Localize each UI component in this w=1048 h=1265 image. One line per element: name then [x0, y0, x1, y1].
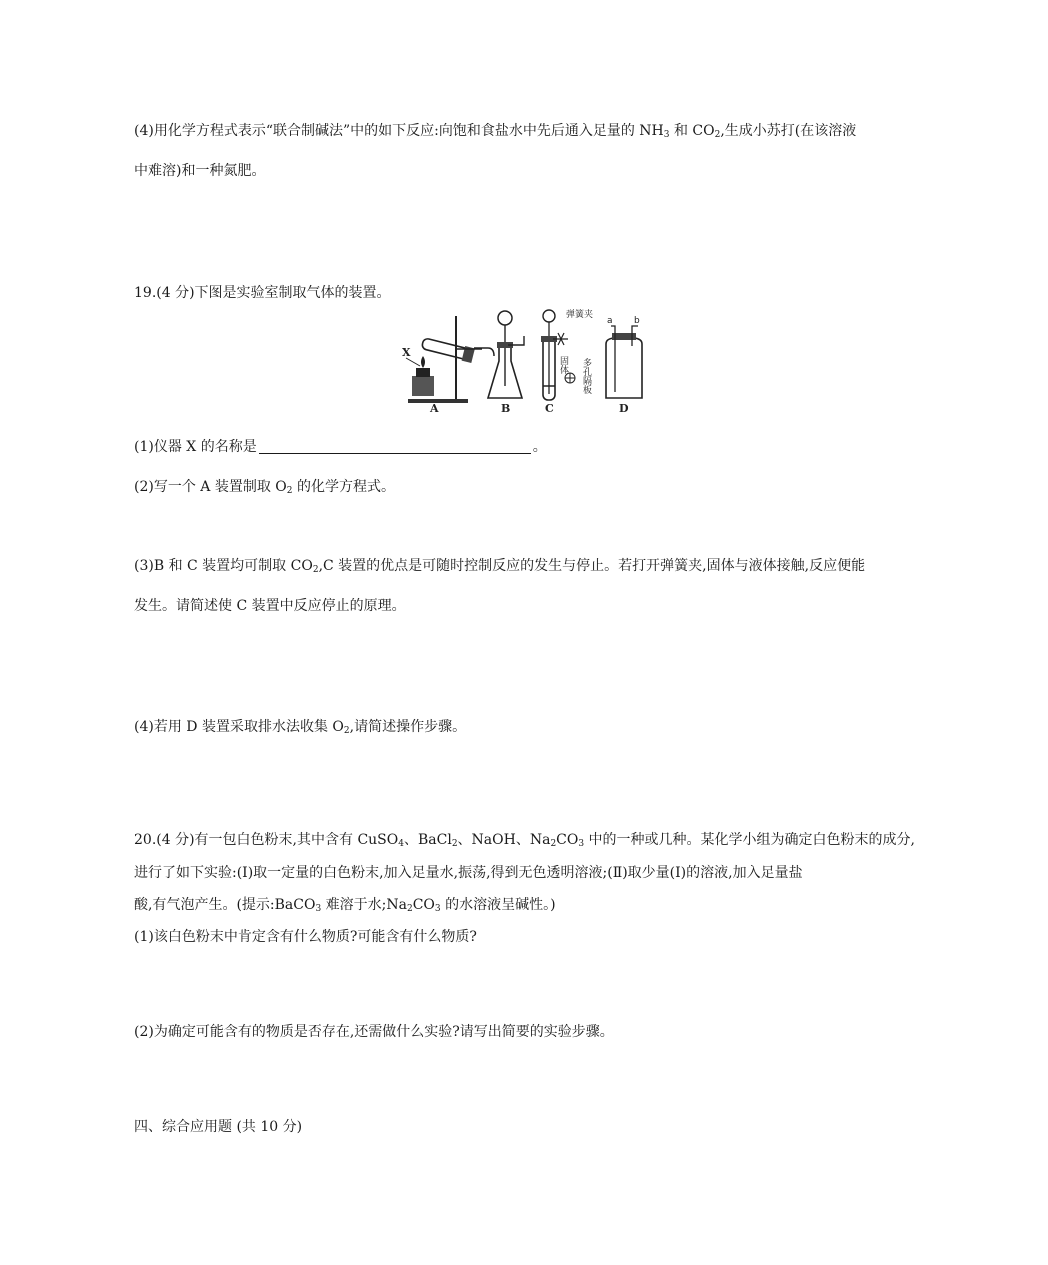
- q18-4-line2: 中难溶)和一种氮肥。: [134, 163, 266, 179]
- q20-l1-sub1: 4: [398, 839, 404, 849]
- q20-l1-a: 20.(4 分)有一包白色粉末,其中含有 CuSO: [134, 832, 399, 848]
- q20-line3: [134, 895, 556, 915]
- label-d-b: b: [634, 316, 640, 326]
- q20-l1-b: 、BaCl: [403, 832, 452, 848]
- q20-l1-e: 中的一种或几种。某化学小组为确定白色粉末的成分,: [584, 832, 916, 848]
- q19-p2-text-b: 的化学方程式。: [292, 479, 395, 495]
- q19-p3-line1: [134, 556, 865, 576]
- q19-p1-end: 。: [532, 439, 547, 455]
- label-solid: 固体: [558, 356, 568, 374]
- q20-l3-sub2: 2: [406, 904, 413, 914]
- q20-p2: (2)为确定可能含有的物质是否存在,还需做什么实验?请写出简要的实验步骤。: [134, 1024, 614, 1040]
- q20-l1-d: CO: [556, 832, 579, 848]
- q20-l1-c: 、NaOH、Na: [457, 832, 551, 848]
- apparatus-a: [402, 316, 494, 415]
- q18-4-line1: [134, 121, 856, 141]
- q19-p1-text: (1)仪器 X 的名称是: [134, 439, 257, 455]
- q20-l3-sub1: 3: [315, 904, 322, 914]
- label-porous-plate: 多孔隔板: [581, 358, 591, 394]
- q18-4-sub1: 3: [663, 130, 670, 140]
- q18-4-sub2: 2: [714, 130, 721, 140]
- lab-apparatus-figure: [400, 306, 650, 416]
- q20-line2: 进行了如下实验:(Ⅰ)取一定量的白色粉末,加入足量水,振荡,得到无色透明溶液;(Ⅱ)取少量(Ⅰ)的溶液,加入足量盐: [134, 865, 803, 881]
- q19-p2: [134, 477, 395, 497]
- q19-p2-sub: 2: [286, 486, 293, 496]
- q19-p3-sub: 2: [312, 565, 319, 575]
- label-c: C: [545, 402, 554, 415]
- answer-blank[interactable]: [259, 439, 531, 454]
- q20-l3-a: 酸,有气泡产生。(提示:BaCO: [134, 897, 316, 913]
- apparatus-c: [541, 308, 593, 415]
- label-a: A: [430, 402, 439, 415]
- label-spring-clip: 弹簧夹: [566, 310, 594, 320]
- q19-p4-text-b: ,请简述操作步骤。: [349, 719, 467, 735]
- q19-p3-text-a: (3)B 和 C 装置均可制取 CO: [134, 558, 313, 574]
- q19-p4: [134, 717, 466, 737]
- q18-4-text-c: ,生成小苏打(在该溶液: [720, 123, 857, 139]
- q20-l3-d: 的水溶液呈碱性。): [440, 897, 556, 913]
- section4-title: 四、综合应用题 (共 10 分): [134, 1119, 303, 1135]
- q19-title: 19.(4 分)下图是实验室制取气体的装置。: [134, 285, 391, 301]
- q20-l1-sub4: 3: [578, 839, 585, 849]
- q19-p4-sub: 2: [343, 726, 350, 736]
- q20-l3-c: CO: [412, 897, 435, 913]
- label-d: D: [619, 402, 629, 415]
- q20-l1-sub2: 2: [451, 839, 458, 849]
- label-x: X: [402, 346, 411, 359]
- q20-l3-b: 难溶于水;Na: [321, 897, 407, 913]
- q19-p4-text-a: (4)若用 D 装置采取排水法收集 O: [134, 719, 344, 735]
- apparatus-d: [606, 316, 642, 415]
- q20-line1: [134, 830, 915, 850]
- q18-4-text-b: 和 CO: [669, 123, 715, 139]
- q19-p3-line2: 发生。请简述使 C 装置中反应停止的原理。: [134, 598, 406, 614]
- label-b: B: [501, 402, 511, 415]
- q19-p2-text-a: (2)写一个 A 装置制取 O: [134, 479, 287, 495]
- q20-l3-sub3: 3: [434, 904, 441, 914]
- label-d-a: a: [607, 316, 613, 326]
- apparatus-b: [488, 311, 524, 415]
- q19-p3-text-b: ,C 装置的优点是可随时控制反应的发生与停止。若打开弹簧夹,固体与液体接触,反应便能: [318, 558, 866, 574]
- q20-p1: (1)该白色粉末中肯定含有什么物质?可能含有什么物质?: [134, 929, 477, 945]
- q19-p1: [134, 437, 547, 457]
- q18-4-text-a: (4)用化学方程式表示“联合制碱法”中的如下反应:向饱和食盐水中先后通入足量的 NH: [134, 123, 664, 139]
- q20-l1-sub3: 2: [550, 839, 557, 849]
